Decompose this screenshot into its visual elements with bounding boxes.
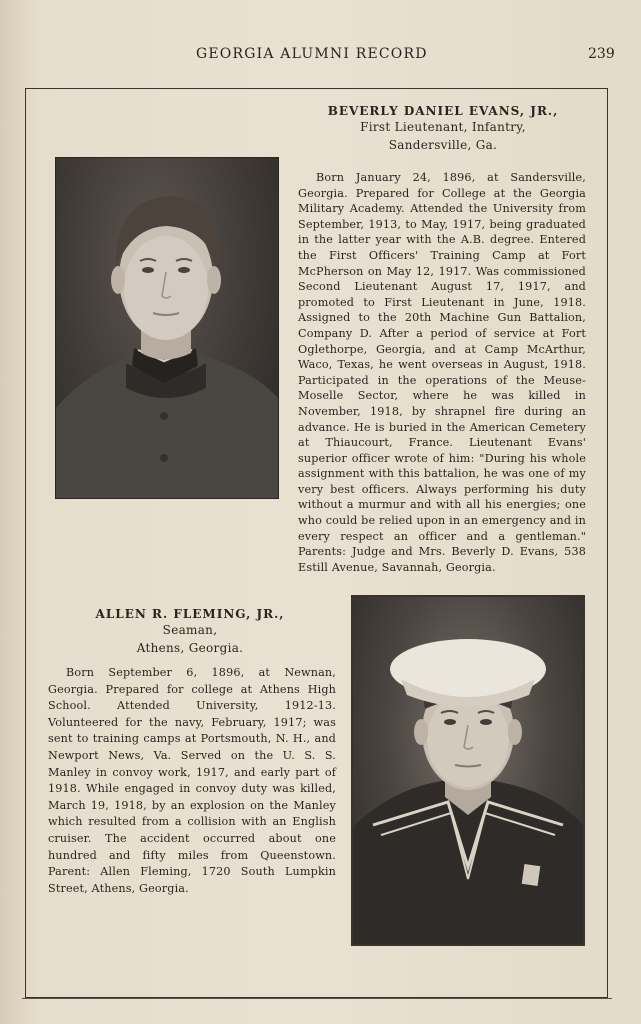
fleming-portrait-photo — [351, 595, 585, 946]
fleming-bio-text: Born September 6, 1896, at Newnan, Georgia. Prepared for college at Athens High School. Attended University, 1912-13. Volunteered for the navy, February, 1917; was sent to training camps at Portsmouth, N. H., and Newport News, Va. Served on the U. S. S. Manley in convoy work, 1917, and early part of 1918. While engaged in convoy duty was killed, March 19, 1918, by an explosion on the Manley which resulted from a collision with an English cruiser. The accident occurred about one hundred and fifty miles from Queenstown. Parent: Allen Fleming, 1720 South Lumpkin Street, Athens, Georgia. — [48, 666, 336, 895]
running-head — [0, 46, 641, 68]
evans-portrait-photo — [55, 157, 279, 499]
fleming-name: ALLEN R. FLEMING, JR., — [95, 607, 285, 621]
fleming-hometown: Athens, Georgia. — [136, 641, 244, 655]
bottom-rule — [22, 998, 612, 999]
evans-bio-text: Born January 24, 1896, at Sandersville, Georgia. Prepared for College at the Georgia Military Academy. Attended the University from September, 1913, to May, 1917, being graduated in the latter year with the A.B. degree. Entered the First Officers' Training Camp at Fort McPherson on May 12, 1917. Was commissioned Second Lieutenant August 17, 1917, and promoted to First Lieutenant in June, 1918. Assigned to the 20th Machine Gun Battalion, Company D. After a period of service at Fort Oglethorpe, Georgia, and at Camp McArthur, Waco, Texas, he went overseas in August, 1918. Participated in the operations of the Meuse-Moselle Sector, where he was killed in November, 1918, by shrapnel fire during an advance. He is buried in the American Cemetery at Thiaucourt, France. Lieutenant Evans' superior officer wrote of him: "During his whole assignment with this battalion, he was one of my very best officers. Always performing his duty without a murmur and with all his energies; one who could be relied upon in an emergency and in every respect an officer and a gentleman." Parents: Judge and Mrs. Beverly D. Evans, 538 Estill Avenue, Savannah, Georgia. — [298, 171, 586, 574]
evans-hometown: Sandersville, Ga. — [388, 138, 498, 152]
evans-portrait-illustration — [56, 158, 278, 498]
evans-rank: First Lieutenant, Infantry, — [360, 120, 526, 134]
evans-biography — [298, 170, 586, 575]
fleming-biography — [48, 665, 336, 897]
journal-title: GEORGIA ALUMNI RECORD — [196, 46, 428, 62]
evans-name: BEVERLY DANIEL EVANS, JR., — [327, 104, 559, 118]
fleming-portrait-illustration — [353, 597, 583, 944]
evans-heading — [298, 104, 588, 154]
fleming-heading — [45, 607, 335, 657]
fleming-rank: Seaman, — [162, 623, 218, 637]
page-number: 239 — [588, 46, 615, 62]
